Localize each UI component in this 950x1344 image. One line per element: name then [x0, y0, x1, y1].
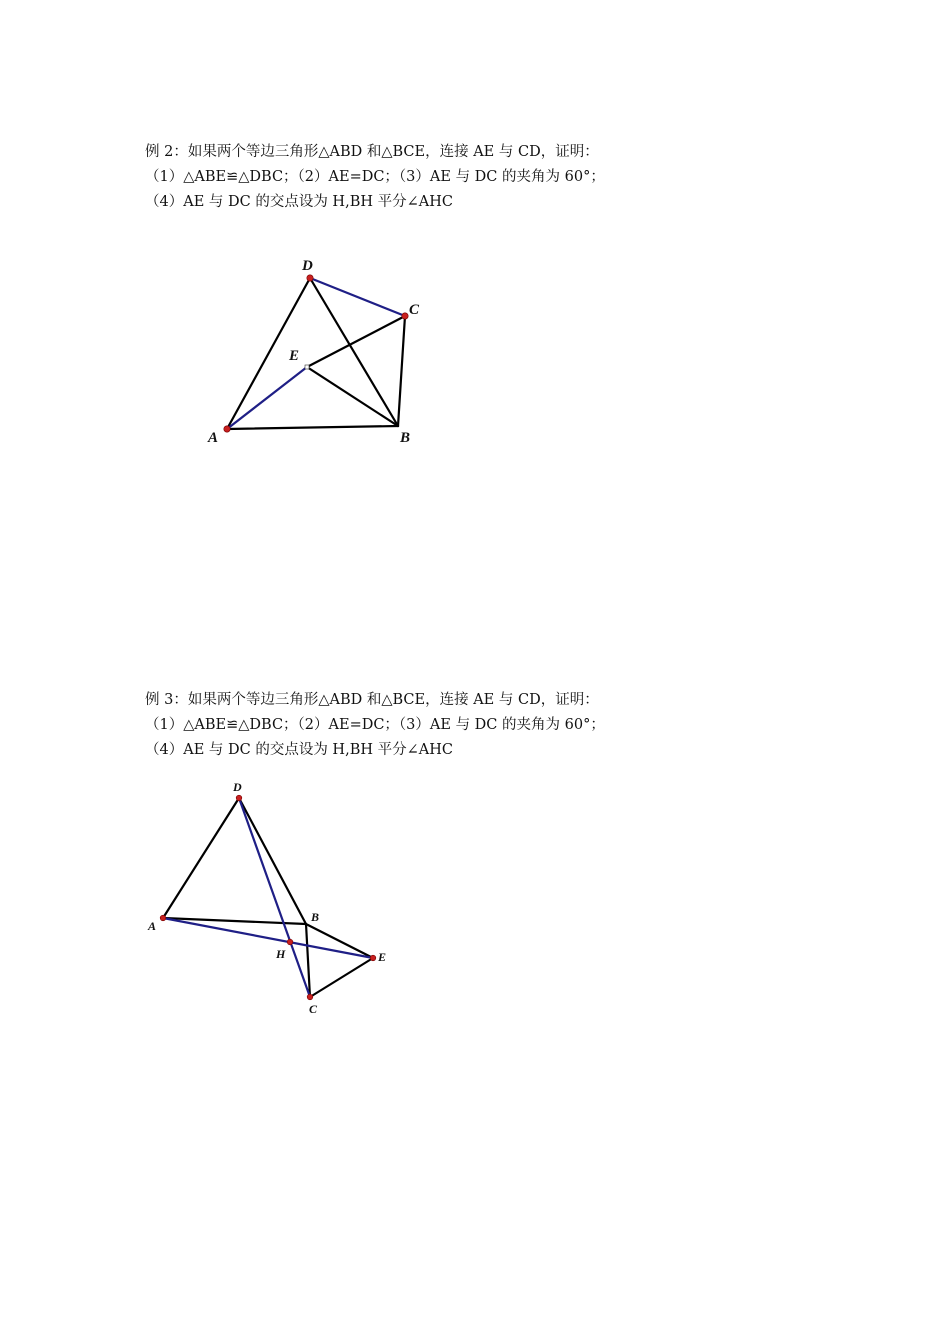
edge-AE: [227, 367, 307, 429]
example-3-line-3: （4）AE 与 DC 的交点设为 H,BH 平分∠AHC: [145, 742, 453, 758]
label-E: E: [289, 348, 300, 364]
example-2-line-3: （4）AE 与 DC 的交点设为 H,BH 平分∠AHC: [145, 194, 453, 210]
label-C: C: [409, 302, 420, 318]
edge-EB: [307, 367, 398, 426]
edge-AB: [227, 426, 398, 429]
example-2-figure: [207, 258, 420, 446]
point-C: [402, 313, 408, 319]
point-C: [307, 994, 313, 1000]
example-3-line-2: （1）△ABE≌△DBC；（2）AE=DC；（3）AE 与 DC 的夹角为 60°；: [145, 717, 605, 733]
point-D: [236, 795, 242, 801]
label-C: C: [309, 1002, 318, 1016]
edge-CB: [398, 316, 405, 426]
point-A: [224, 426, 230, 432]
example-2-line-1: 例 2：如果两个等边三角形△ABD 和△BCE，连接 AE 与 CD，证明：: [145, 144, 599, 160]
point-D: [307, 275, 313, 281]
example-3-figure: [147, 780, 386, 1016]
point-H: [287, 939, 293, 945]
edge-AD: [163, 798, 239, 918]
edge-CE: [310, 958, 373, 997]
edge-BE: [306, 924, 373, 958]
label-D: D: [233, 780, 242, 794]
label-B: B: [400, 430, 411, 446]
edge-DC: [239, 798, 310, 997]
point-E: [370, 955, 376, 961]
edge-DB: [239, 798, 306, 924]
example-3-text: [145, 688, 605, 763]
edge-DB: [310, 278, 398, 426]
edge-AE: [163, 918, 373, 958]
point-E: [305, 365, 309, 369]
label-D: D: [302, 258, 313, 274]
example-3-line-1: 例 3：如果两个等边三角形△ABD 和△BCE，连接 AE 与 CD，证明：: [145, 692, 599, 708]
example-2-line-2: （1）△ABE≌△DBC；（2）AE=DC；（3）AE 与 DC 的夹角为 60°；: [145, 169, 605, 185]
point-A: [160, 915, 166, 921]
label-E: E: [378, 950, 387, 964]
label-H: H: [276, 947, 286, 961]
label-A: A: [148, 919, 157, 933]
label-A: A: [208, 430, 219, 446]
edge-DC: [310, 278, 405, 316]
label-B: B: [311, 910, 320, 924]
edge-EC: [307, 316, 405, 367]
